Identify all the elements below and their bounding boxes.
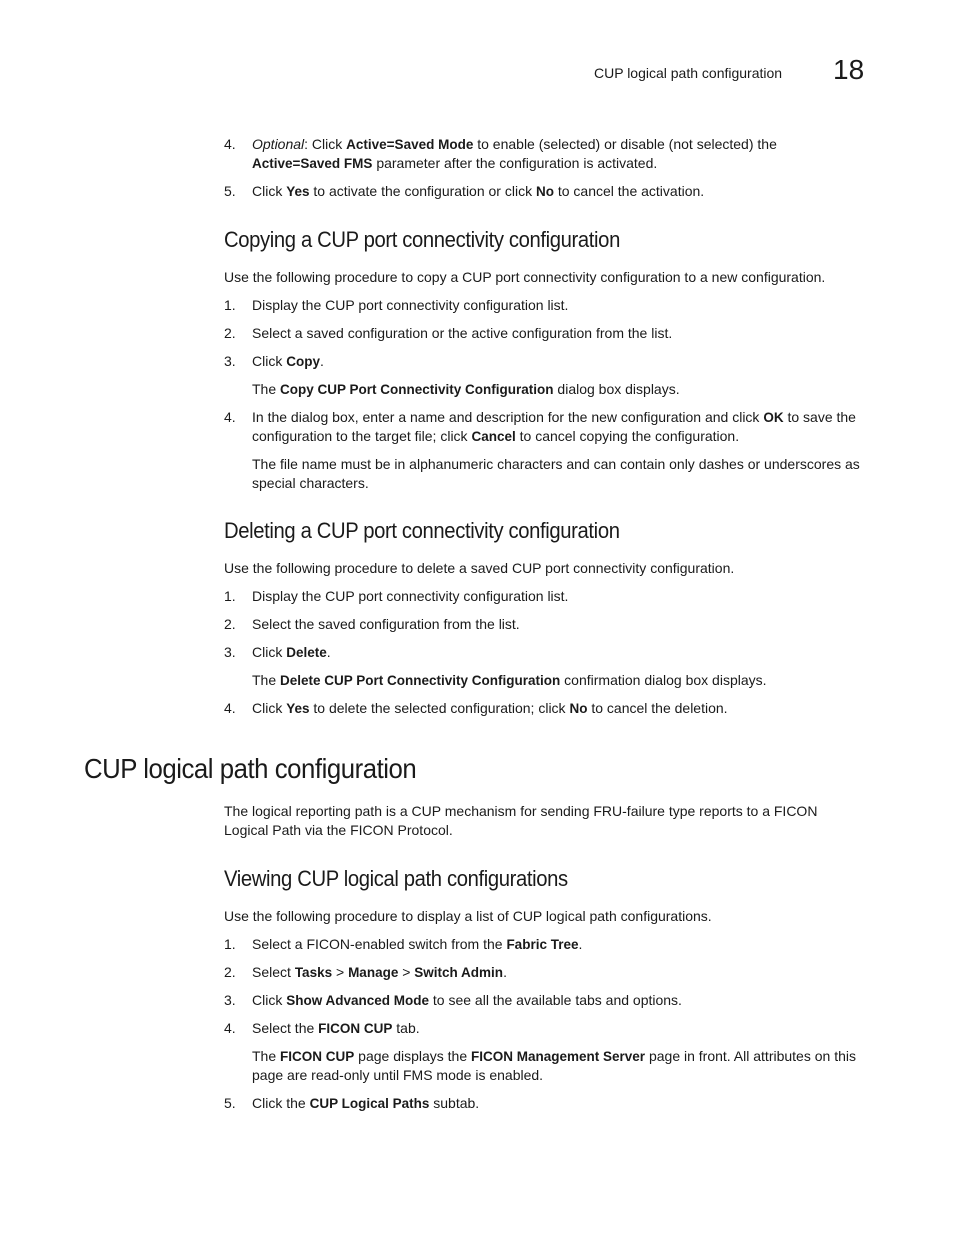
ui-term: No xyxy=(535,184,554,199)
list-item-number: 5. xyxy=(224,183,236,199)
list-item-number: 3. xyxy=(224,644,236,660)
text-run: Select the saved configuration from the list. xyxy=(252,616,520,632)
list-item-number: 4. xyxy=(224,136,236,152)
text-run: to activate the configuration or click xyxy=(309,183,536,199)
text-run: : Click xyxy=(304,136,347,152)
text-run: to cancel copying the configuration. xyxy=(515,428,740,444)
ui-term: FICON CUP xyxy=(318,1021,393,1036)
list-item-number: 4. xyxy=(224,409,236,425)
list-item-text xyxy=(252,615,868,634)
ui-term: Yes xyxy=(286,184,310,199)
text-run: Click xyxy=(252,992,287,1008)
section-intro-view: Use the following procedure to display a list of CUP logical path configurations. xyxy=(224,908,712,924)
chapter-number: 18 xyxy=(833,54,865,85)
text-run: confirmation dialog box displays. xyxy=(560,672,767,688)
text-run: . xyxy=(578,936,583,952)
ui-term: Show Advanced Mode xyxy=(286,993,429,1008)
ui-term: Tasks xyxy=(294,965,333,980)
text-run: The xyxy=(252,1048,281,1064)
section-intro-copy: Use the following procedure to copy a CUP port connectivity configuration to a new configuration. xyxy=(224,269,826,285)
list-item-text xyxy=(252,643,868,662)
text-run: subtab. xyxy=(429,1095,480,1111)
text-run: to enable (selected) or disable (not selected) the xyxy=(473,136,777,152)
list-item-text xyxy=(252,1047,868,1085)
list-item-text xyxy=(252,935,868,954)
text-run: parameter after the configuration is activated. xyxy=(372,155,658,171)
text-run: to cancel the deletion. xyxy=(587,700,728,716)
text-run: The file name must be in alphanumeric characters and can contain only dashes or underscores as special characters. xyxy=(252,456,860,491)
text-run: tab. xyxy=(392,1020,420,1036)
ui-term: Delete xyxy=(286,645,327,660)
list-item-number: 4. xyxy=(224,1020,236,1036)
text-run: Click xyxy=(252,700,287,716)
ui-term: Switch Admin xyxy=(414,965,504,980)
text-run: Click xyxy=(252,353,287,369)
text-run: Click xyxy=(252,644,287,660)
text-run: page in front. All attributes on this page are read-only until FMS mode is enabled. xyxy=(252,1048,856,1083)
ui-term: Active=Saved FMS xyxy=(252,156,373,171)
list-item-text xyxy=(252,699,868,718)
ui-term: Copy xyxy=(286,354,320,369)
text-run: to see all the available tabs and options. xyxy=(429,992,682,1008)
ui-term: OK xyxy=(763,410,784,425)
list-item-number: 3. xyxy=(224,353,236,369)
list-item-text xyxy=(252,991,868,1010)
text-run: . xyxy=(326,644,331,660)
ui-term: Active=Saved Mode xyxy=(346,137,474,152)
list-item-text xyxy=(252,671,868,690)
text-run: to save the configuration to the target file; click xyxy=(252,409,856,444)
text-run: The xyxy=(252,381,281,397)
text-run: . xyxy=(319,353,324,369)
text-run: Select a FICON-enabled switch from the xyxy=(252,936,507,952)
ui-term: CUP Logical Paths xyxy=(309,1096,430,1111)
list-item-text xyxy=(252,352,868,371)
list-item-text xyxy=(252,1019,868,1038)
section-heading-copy: Copying a CUP port connectivity configuration xyxy=(224,227,620,252)
text-run: Select a saved configuration or the active configuration from the list. xyxy=(252,325,673,341)
text-run: > xyxy=(398,964,415,980)
section-heading-view: Viewing CUP logical path configurations xyxy=(224,866,568,891)
text-run: Select xyxy=(252,964,295,980)
list-item-text xyxy=(252,380,868,399)
running-header-title: CUP logical path configuration xyxy=(594,65,783,81)
text-run: The xyxy=(252,672,281,688)
main-section-heading: CUP logical path configuration xyxy=(84,753,417,784)
section-intro-delete: Use the following procedure to delete a saved CUP port connectivity configuration. xyxy=(224,560,735,576)
text-run: to cancel the activation. xyxy=(553,183,705,199)
text-run: page displays the xyxy=(354,1048,472,1064)
list-item-number: 4. xyxy=(224,700,236,716)
text-run: to delete the selected configuration; click xyxy=(309,700,570,716)
list-item-text xyxy=(252,408,868,446)
text-run: dialog box displays. xyxy=(553,381,680,397)
main-section-intro: The logical reporting path is a CUP mechanism for sending FRU-failure type reports to a FICON Logical Path via the FICON Protocol. xyxy=(224,803,818,838)
list-item-number: 2. xyxy=(224,964,236,980)
list-item-text xyxy=(252,963,868,982)
list-item-number: 2. xyxy=(224,325,236,341)
ui-term: No xyxy=(569,701,588,716)
text-run: In the dialog box, enter a name and description for the new configuration and click xyxy=(252,409,764,425)
emphasis-text: Optional xyxy=(252,136,305,152)
ui-term: Yes xyxy=(286,701,310,716)
section-heading-delete: Deleting a CUP port connectivity configuration xyxy=(224,518,620,543)
list-item-number: 1. xyxy=(224,297,236,313)
ui-term: Manage xyxy=(348,965,399,980)
ui-term: Copy CUP Port Connectivity Configuration xyxy=(280,382,554,397)
ui-term: Fabric Tree xyxy=(506,937,579,952)
list-item-text xyxy=(252,296,868,315)
list-item-text xyxy=(252,587,868,606)
ui-term: Cancel xyxy=(471,429,516,444)
text-run: > xyxy=(332,964,349,980)
list-item-text xyxy=(252,455,868,493)
ui-term: Delete CUP Port Connectivity Configuration xyxy=(280,673,561,688)
list-item-number: 5. xyxy=(224,1095,236,1111)
text-run: . xyxy=(503,964,507,980)
list-item-text xyxy=(252,324,868,343)
list-item-text xyxy=(252,182,868,201)
list-item-text xyxy=(252,1094,868,1113)
list-item-number: 1. xyxy=(224,936,236,952)
list-item-text xyxy=(252,135,868,173)
ui-term: FICON Management Server xyxy=(471,1049,646,1064)
text-run: Display the CUP port connectivity configuration list. xyxy=(252,297,569,313)
text-run: Select the xyxy=(252,1020,319,1036)
text-run: Display the CUP port connectivity configuration list. xyxy=(252,588,569,604)
text-run: Click xyxy=(252,183,287,199)
list-item-number: 1. xyxy=(224,588,236,604)
list-item-number: 2. xyxy=(224,616,236,632)
text-run: Click the xyxy=(252,1095,310,1111)
ui-term: FICON CUP xyxy=(280,1049,355,1064)
list-item-number: 3. xyxy=(224,992,236,1008)
